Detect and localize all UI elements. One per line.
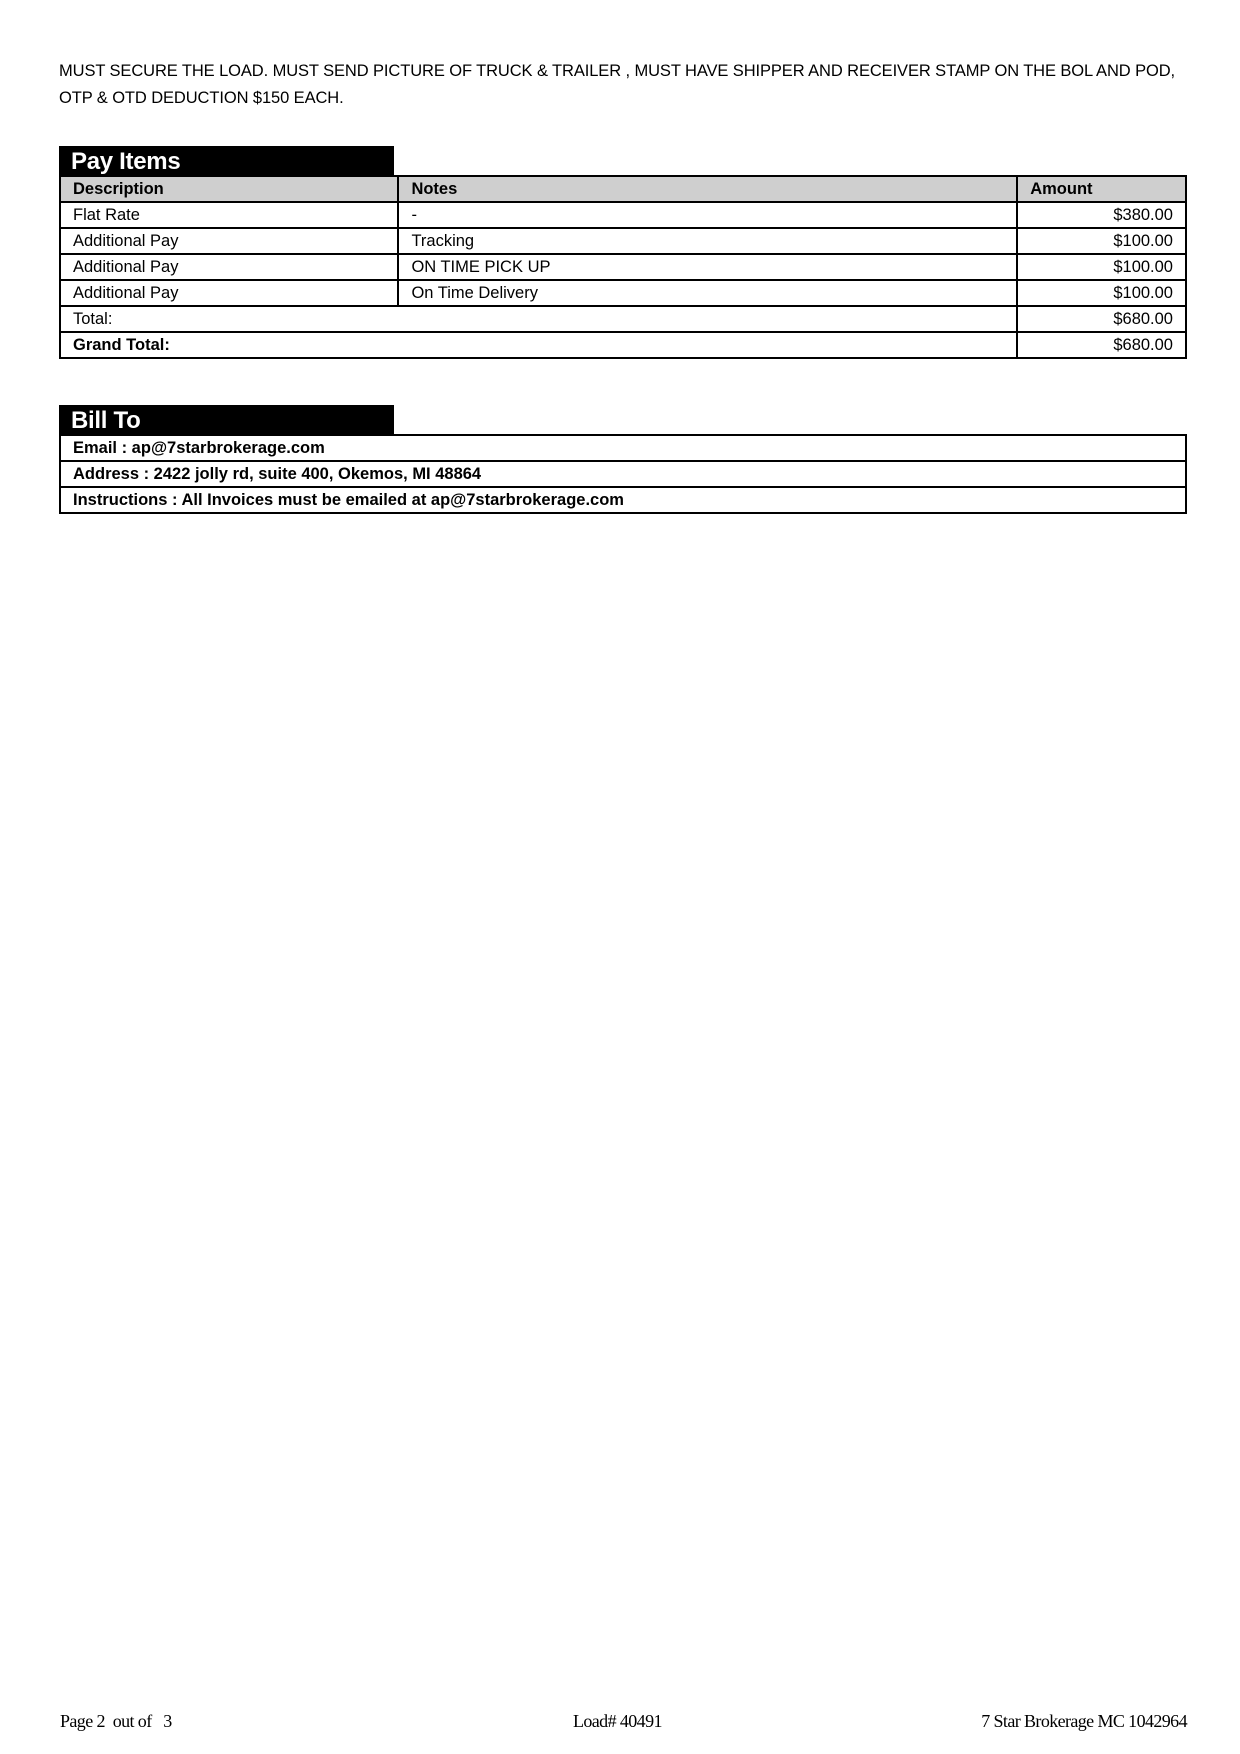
grand-total-label: Grand Total:: [60, 332, 1017, 358]
bill-to-email: Email : ap@7starbrokerage.com: [60, 435, 1186, 461]
total-row: [60, 306, 1186, 332]
column-header-amount: Amount: [1017, 176, 1186, 202]
bill-to-heading: Bill To: [59, 405, 394, 434]
footer-company: 7 Star Brokerage MC 1042964: [981, 1711, 1187, 1731]
footer-page-number: Page 2 out of 3: [60, 1711, 172, 1731]
row-description: Flat Rate: [60, 202, 398, 228]
grand-total-value: $680.00: [1017, 332, 1186, 358]
row-amount: $100.00: [1017, 228, 1186, 254]
load-instructions: [59, 58, 1189, 112]
table-header-row: [60, 176, 1186, 202]
table-row: [60, 228, 1186, 254]
row-amount: $100.00: [1017, 254, 1186, 280]
bill-to-address: Address : 2422 jolly rd, suite 400, Okemos, MI 48864: [60, 461, 1186, 487]
total-label: Total:: [60, 306, 1017, 332]
footer-load-number: Load# 40491: [573, 1711, 662, 1731]
total-value: $680.00: [1017, 306, 1186, 332]
bill-to-email-row: [60, 435, 1186, 461]
bill-to-instructions-row: [60, 487, 1186, 513]
instructions-line-2: OTP & OTD DEDUCTION $150 EACH.: [59, 89, 344, 107]
table-row: [60, 202, 1186, 228]
bill-to-address-row: [60, 461, 1186, 487]
row-notes: ON TIME PICK UP: [398, 254, 1017, 280]
row-amount: $380.00: [1017, 202, 1186, 228]
table-row: [60, 280, 1186, 306]
bill-to-instructions: Instructions : All Invoices must be emailed at ap@7starbrokerage.com: [60, 487, 1186, 513]
column-header-description: Description: [60, 176, 398, 202]
pay-items-table: [59, 175, 1187, 359]
instructions-line-1: MUST SECURE THE LOAD. MUST SEND PICTURE OF TRUCK & TRAILER , MUST HAVE SHIPPER AND RECEIVER STAMP ON THE BOL AND POD,: [59, 62, 1176, 80]
row-notes: Tracking: [398, 228, 1017, 254]
row-description: Additional Pay: [60, 228, 398, 254]
bill-to-table: [59, 434, 1187, 514]
row-notes: -: [398, 202, 1017, 228]
row-notes: On Time Delivery: [398, 280, 1017, 306]
row-description: Additional Pay: [60, 280, 398, 306]
pay-items-heading: Pay Items: [59, 146, 394, 175]
row-description: Additional Pay: [60, 254, 398, 280]
column-header-notes: Notes: [398, 176, 1017, 202]
row-amount: $100.00: [1017, 280, 1186, 306]
table-row: [60, 254, 1186, 280]
grand-total-row: [60, 332, 1186, 358]
